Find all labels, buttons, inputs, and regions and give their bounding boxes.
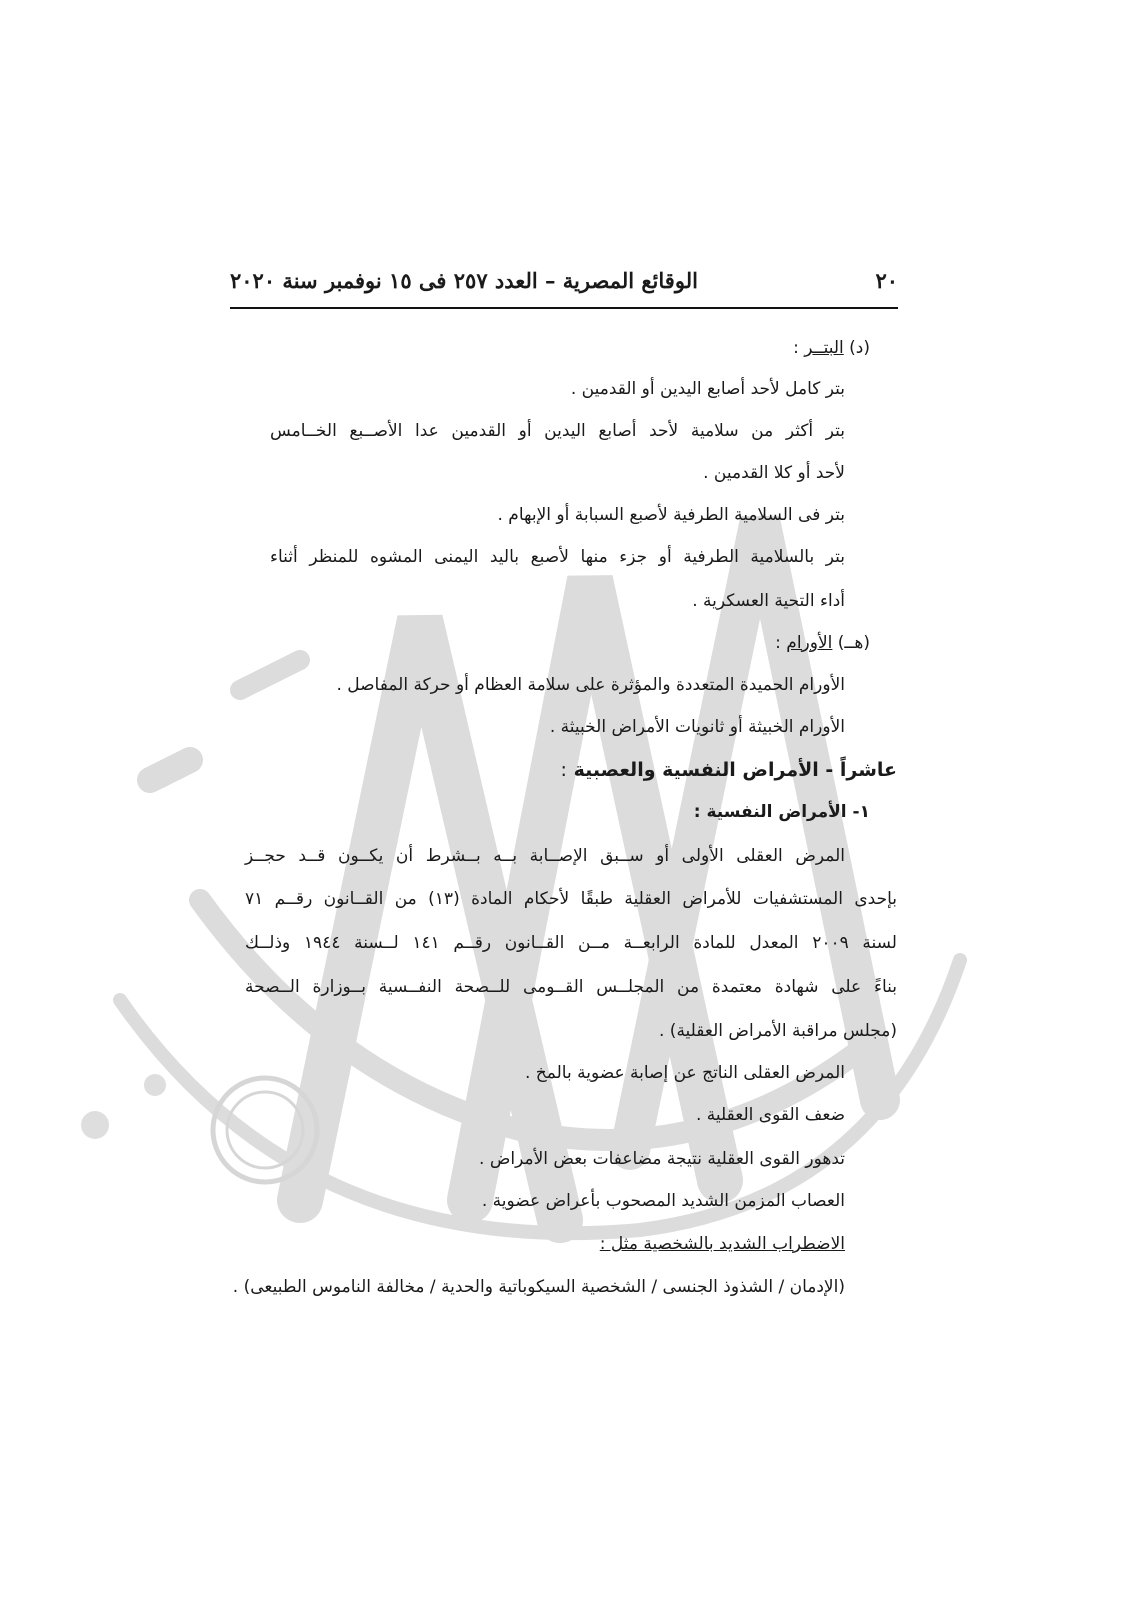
tumors-suffix: : <box>775 633 781 653</box>
tumors-prefix: (هــ) <box>837 633 870 653</box>
paragraph-line: لسنة ٢٠٠٩ المعدل للمادة الرابعــة مــن القــانون رقــم ١٤١ لــسنة ١٩٤٤ وذلــك <box>245 933 897 953</box>
paragraph-line: (مجلس مراقبة الأمراض العقلية) . <box>659 1021 897 1041</box>
list-item: تدهور القوى العقلية نتيجة مضاعفات بعض الأمراض . <box>479 1149 845 1169</box>
section-10-title <box>561 759 897 781</box>
personality-examples: (الإدمان / الشذوذ الجنسى / الشخصية السيكوباتية والحدية / مخالفة الناموس الطبيعى) . <box>232 1277 845 1297</box>
amputation-heading <box>793 337 870 359</box>
amputation-suffix: : <box>793 338 799 358</box>
amputation-label: البتــر <box>804 338 844 358</box>
list-item: بتر بالسلامية الطرفية أو جزء منها لأصبع باليد اليمنى المشوه للمنظر أثناء <box>270 547 845 567</box>
section-10-title-text: عاشراً - الأمراض النفسية والعصبية <box>573 759 897 781</box>
list-item: لأحد أو كلا القدمين . <box>703 463 845 483</box>
list-item: المرض العقلى الناتج عن إصابة عضوية بالمخ . <box>525 1063 845 1083</box>
amputation-prefix: (د) <box>849 338 870 358</box>
list-item: الأورام الخبيثة أو ثانويات الأمراض الخبيثة . <box>549 717 845 737</box>
list-item: ضعف القوى العقلية . <box>695 1105 845 1125</box>
list-item: أداء التحية العسكرية . <box>692 591 845 611</box>
tumors-label: الأورام <box>786 633 833 653</box>
gazette-title: الوقائع المصرية – العدد ٢٥٧ فى ١٥ نوفمبر سنة ٢٠٢٠ <box>230 267 698 293</box>
list-item: الأورام الحميدة المتعددة والمؤثرة على سلامة العظام أو حركة المفاصل . <box>336 675 845 695</box>
list-item: بتر أكثر من سلامية لأحد أصابع اليدين أو القدمين عدا الأصــبع الخــامس <box>270 421 845 441</box>
paragraph-line: بناءً على شهادة معتمدة من المجلــس القــومى للــصحة النفــسية بــوزارة الــصحة <box>245 977 897 997</box>
header-rule <box>230 307 898 309</box>
paragraph-line: المرض العقلى الأولى أو ســبق الإصــابة بــه بــشرط أن يكــون قــد حجــز <box>245 846 845 866</box>
page-number: ٢٠ <box>875 267 898 293</box>
personality-label: الاضطراب الشديد بالشخصية مثل : <box>599 1234 845 1254</box>
list-item: بتر كامل لأحد أصابع اليدين أو القدمين . <box>570 379 845 399</box>
page-header <box>230 255 898 305</box>
subsection-title: ١- الأمراض النفسية : <box>693 802 870 822</box>
list-item: العصاب المزمن الشديد المصحوب بأعراض عضوية . <box>481 1191 845 1211</box>
paragraph-line: بإحدى المستشفيات للأمراض العقلية طبقًا لأحكام المادة (١٣) من القــانون رقــم ٧١ <box>245 889 898 909</box>
tumors-heading <box>775 632 870 654</box>
list-item: بتر فى السلامية الطرفية لأصبع السبابة أو الإبهام . <box>497 505 845 525</box>
section-10-title-suffix: : <box>560 759 567 781</box>
